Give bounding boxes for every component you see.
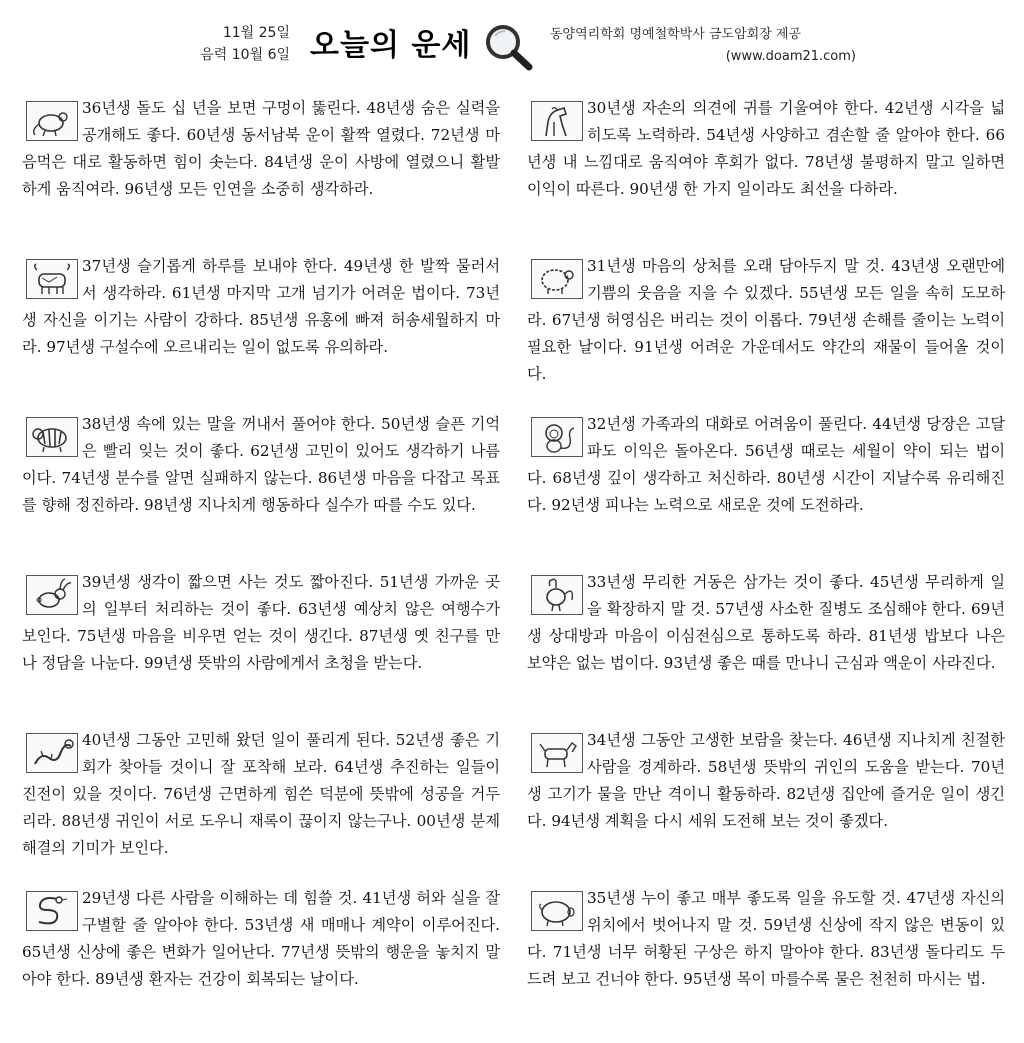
fortune-text: 39년생 생각이 짧으면 사는 것도 짧아진다. 51년생 가까운 곳의 일부터 처리하는 것이 좋다. 63년생 예상치 않은 여행수가 보인다. 75년생 마음을 비우면 얻는 것이 생긴다. 87년생 옛 친구를 만나 정담을 나눈다. 99년생 뜻밖의 사람에게서 초청을 받는다. <box>22 573 500 672</box>
magnifier-icon <box>483 22 535 72</box>
fortune-text: 29년생 다른 사람을 이해하는 데 힘쓸 것. 41년생 허와 실을 잘 구별할 줄 알아야 한다. 53년생 새 매매나 계약이 이루어진다. 65년생 신상에 좋은 변화가 일어난다. 77년생 뜻밖의 행운을 놓치지 말아야 한다. 89년생 환자는 건강이 회복되는 날이다. <box>22 889 500 988</box>
page-header <box>0 0 1024 90</box>
fortune-text: 38년생 속에 있는 말을 꺼내서 풀어야 한다. 50년생 슬픈 기억은 빨리 잊는 것이 좋다. 62년생 고민이 있어도 생각하기 나름이다. 74년생 분수를 알면 실패하지 않는다. 86년생 마음을 다잡고 목표를 향해 정진하라. 98년생 지나치게 행동하다 실수가 따를 수도 있다. <box>22 415 500 514</box>
snake-icon <box>26 891 78 931</box>
fortune-entry-dragon <box>22 727 500 885</box>
fortune-text: 40년생 그동안 고민해 왔던 일이 풀리게 된다. 52년생 좋은 기회가 찾아들 것이니 잘 포착해 보라. 64년생 추진하는 일들이 진전이 있을 것이다. 76년생 근면하게 힘쓴 덕분에 뜻밖에 성공을 거두리라. 88년생 귀인이 서로 도우니 재록이 끊이지 않는구나. 00년생 분제 해결의 기미가 보인다. <box>22 731 500 857</box>
sponsor-block <box>550 24 860 68</box>
fortune-entry-monkey <box>527 411 1005 569</box>
dragon-icon <box>26 733 78 773</box>
sheep-icon <box>531 259 583 299</box>
fortune-text: 33년생 무리한 거동은 삼가는 것이 좋다. 45년생 무리하게 일을 확장하지 말 것. 57년생 사소한 질병도 조심해야 한다. 69년생 상대방과 마음이 이심전심으로 통하도록 하라. 81년생 밥보다 나은 보약은 없는 법이다. 93년생 좋은 때를 만나니 근심과 액운이 사라진다. <box>527 573 1005 672</box>
sponsor-text: 동양역리학회 명예철학박사 금도암회장 제공 <box>550 27 801 42</box>
page-title: 오늘의 운세 <box>310 28 472 63</box>
rat-icon <box>26 101 78 141</box>
solar-date: 11월 25일 <box>222 25 290 41</box>
right-column <box>527 95 1005 1043</box>
fortune-entry-pig <box>527 885 1005 1043</box>
fortune-entry-snake <box>22 885 500 1043</box>
fortune-entry-rooster <box>527 569 1005 727</box>
monkey-icon <box>531 417 583 457</box>
fortune-text: 34년생 그동안 고생한 보람을 찾는다. 46년생 지나치게 친절한 사람을 경계하라. 58년생 뜻밖의 귀인의 도움을 받는다. 70년생 고기가 물을 만난 격이니 활동하라. 82년생 집안에 즐거운 일이 생긴다. 94년생 계획을 다시 세워 도전해 보는 것이 좋겠다. <box>527 731 1005 830</box>
horse-icon <box>531 101 583 141</box>
fortune-entry-rat <box>22 95 500 253</box>
date-block <box>160 22 290 66</box>
rabbit-icon <box>26 575 78 615</box>
tiger-icon <box>26 417 78 457</box>
dog-icon <box>531 733 583 773</box>
fortune-entry-horse <box>527 95 1005 253</box>
fortune-text: 35년생 누이 좋고 매부 좋도록 일을 유도할 것. 47년생 자신의 위치에서 벗어나지 말 것. 59년생 신상에 작지 않은 변동이 있다. 71년생 너무 허황된 구상은 하지 말아야 한다. 83년생 돌다리도 두드려 보고 건너야 한다. 95년생 목이 마를수록 물은 천천히 마시는 법. <box>527 889 1005 988</box>
fortune-text: 32년생 가족과의 대화로 어려움이 풀린다. 44년생 당장은 고달파도 이익은 돌아온다. 56년생 때로는 세월이 약이 되는 법이다. 68년생 깊이 생각하고 처신하라. 80년생 시간이 지날수록 유리해진다. 92년생 피나는 노력으로 새로운 것에 도전하라. <box>527 415 1005 514</box>
sponsor-url: (www.doam21.com) <box>725 49 856 64</box>
fortune-text: 31년생 마음의 상처를 오래 담아두지 말 것. 43년생 오랜만에 기쁨의 웃음을 지을 수 있겠다. 55년생 모든 일을 속히 도모하라. 67년생 허영심은 버리는 것이 이롭다. 79년생 손해를 줄이는 노력이 필요한 날이다. 91년생 어려운 가운데서도 약간의 재물이 들어올 것이다. <box>527 257 1005 383</box>
lunar-date: 음력 10월 6일 <box>200 47 290 63</box>
fortune-entry-ox <box>22 253 500 411</box>
rooster-icon <box>531 575 583 615</box>
fortune-entry-tiger <box>22 411 500 569</box>
pig-icon <box>531 891 583 931</box>
fortune-text: 37년생 슬기롭게 하루를 보내야 한다. 49년생 한 발짝 물러서서 생각하라. 61년생 마지막 고개 넘기가 어려운 법이다. 73년생 자신을 이기는 사람이 강하다. 85년생 유홍에 빠져 허송세월하지 마라. 97년생 구설수에 오르내리는 일이 없도록 유의하라. <box>22 257 500 356</box>
ox-icon <box>26 259 78 299</box>
left-column <box>22 95 500 1043</box>
fortune-text: 30년생 자손의 의견에 귀를 기울여야 한다. 42년생 시각을 넓히도록 노력하라. 54년생 사양하고 겸손할 줄 알아야 한다. 66년생 내 느낌대로 움직여야 후회가 없다. 78년생 불평하지 말고 일하면 이익이 따른다. 90년생 한 가지 일이라도 최선을 다하라. <box>527 99 1005 198</box>
fortune-entry-dog <box>527 727 1005 885</box>
fortune-text: 36년생 돌도 십 년을 보면 구멍이 뚫린다. 48년생 숨은 실력을 공개해도 좋다. 60년생 동서남북 운이 활짝 열렸다. 72년생 마음먹은 대로 활동하면 힘이 솟는다. 84년생 운이 사방에 열렸으니 활발하게 움직여라. 96년생 모든 인연을 소중히 생각하라. <box>22 99 500 198</box>
fortune-entry-sheep <box>527 253 1005 411</box>
fortune-entry-rabbit <box>22 569 500 727</box>
